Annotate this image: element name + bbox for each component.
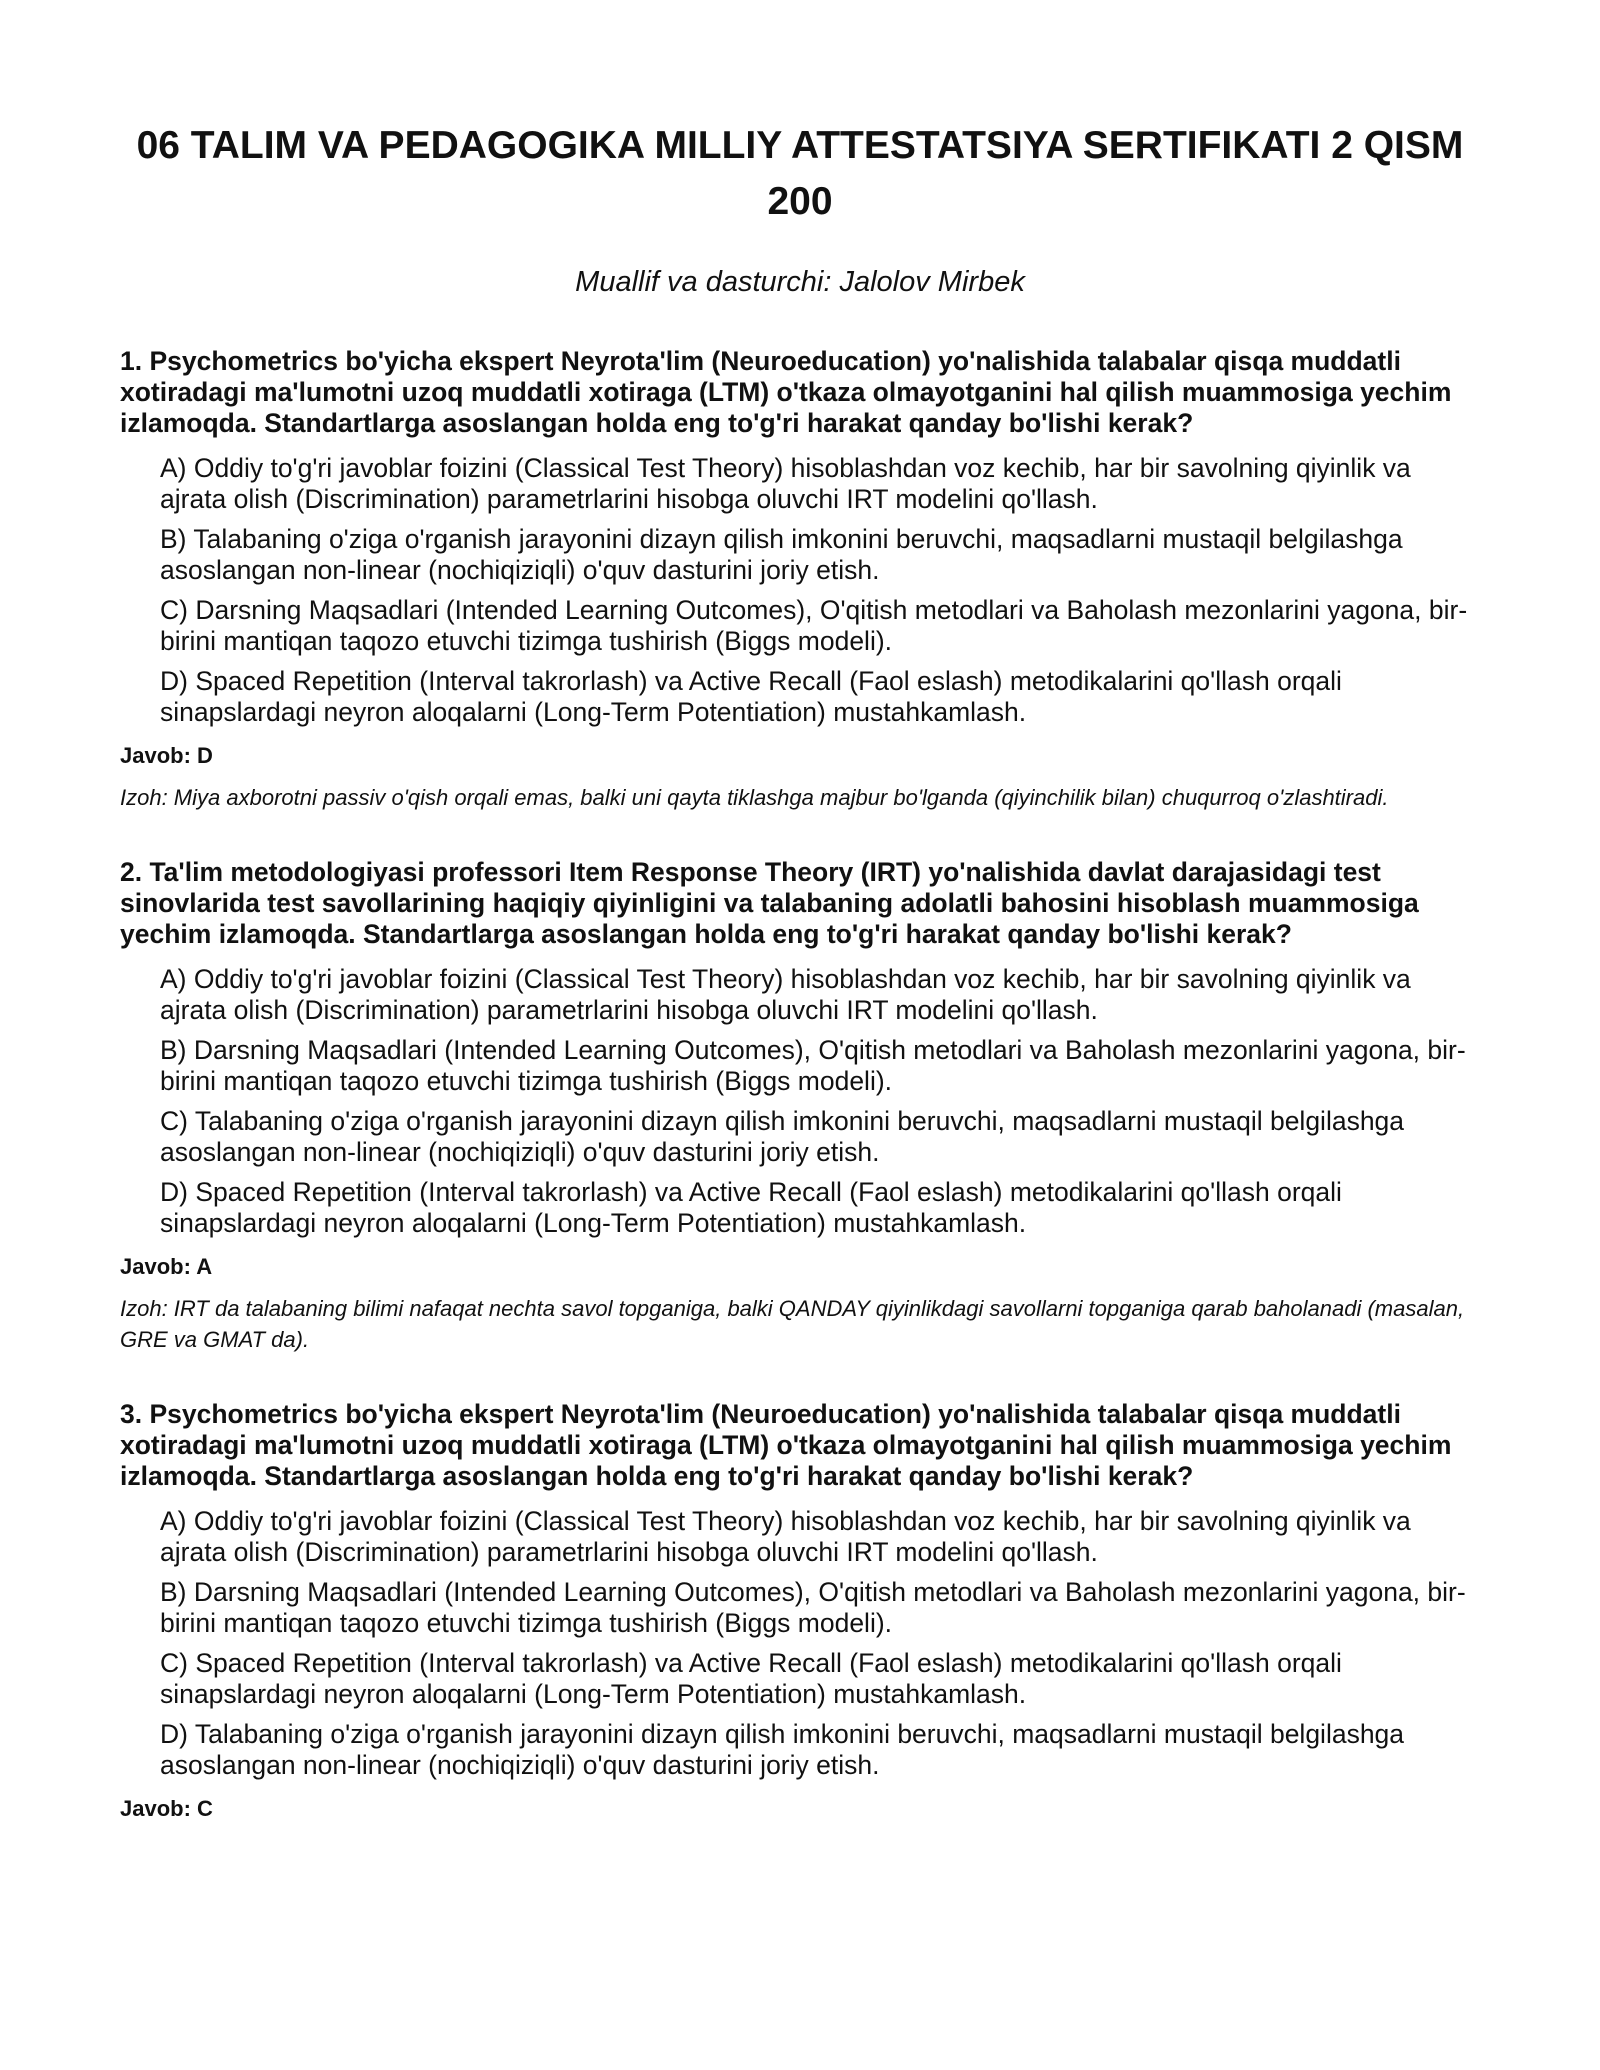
answer-option-a: A) Oddiy to'g'ri javoblar foizini (Classical Test Theory) hisoblashdan voz kechib, har bir savolning qiyinlik va ajrata olish (Discrimination) parametrlarini hisobga oluvchi IRT modelini qo'llash. [160,453,1411,514]
answer-option-b: B) Talabaning o'ziga o'rganish jarayonini dizayn qilish imkonini beruvchi, maqsadlarni mustaqil belgilashga asoslangan non-linear (nochiqiziqli) o'quv dasturini joriy etish. [160,524,1403,585]
correct-answer: Javob: A [120,1254,213,1279]
document-title: 06 TALIM VA PEDAGOGIKA MILLIY ATTESTATSIYA SERTIFIKATI 2 QISM 200 [136,124,1464,223]
correct-answer: Javob: C [120,1796,213,1821]
answer-option-b: B) Darsning Maqsadlari (Intended Learning Outcomes), O'qitish metodlari va Baholash mezonlarini yagona, bir-birini mantiqan taqozo etuvchi tizimga tushirish (Biggs modeli). [160,1577,1466,1638]
answer-explanation: Izoh: Miya axborotni passiv o'qish orqali emas, balki uni qayta tiklashga majbur bo'lganda (qiyinchilik bilan) chuqurroq o'zlashtiradi. [120,785,1389,810]
question-item [120,1399,1480,1823]
answer-option-c: C) Spaced Repetition (Interval takrorlash) va Active Recall (Faol eslash) metodikalarini qo'llash orqali sinapslardagi neyron aloqalarni (Long-Term Potentiation) mustahkamlash. [160,1648,1342,1709]
question-text: 3. Psychometrics bo'yicha ekspert Neyrota'lim (Neuroeducation) yo'nalishida talabalar qisqa muddatli xotiradagi ma'lumotni uzoq muddatli xotiraga (LTM) o'tkaza olmayotganini hal qilish muammosiga yechim izlamoqda. Standartlarga asoslangan holda eng to'g'ri harakat qanday bo'lishi kerak? [120,1399,1452,1491]
answer-option-c: C) Talabaning o'ziga o'rganish jarayonini dizayn qilish imkonini beruvchi, maqsadlarni mustaqil belgilashga asoslangan non-linear (nochiqiziqli) o'quv dasturini joriy etish. [160,1106,1405,1167]
answer-option-d: D) Spaced Repetition (Interval takrorlash) va Active Recall (Faol eslash) metodikalarini qo'llash orqali sinapslardagi neyron aloqalarni (Long-Term Potentiation) mustahkamlash. [160,1177,1342,1238]
answer-explanation: Izoh: IRT da talabaning bilimi nafaqat nechta savol topganiga, balki QANDAY qiyinlikdagi savollarni topganiga qarab baholanadi (masalan, GRE va GMAT da). [120,1296,1465,1352]
question-text: 2. Ta'lim metodologiyasi professori Item Response Theory (IRT) yo'nalishida davlat darajasidagi test sinovlarida test savollarining haqiqiy qiyinligini va talabaning adolatli bahosini hisoblash muammosiga yechim izlamoqda. Standartlarga asoslangan holda eng to'g'ri harakat qanday bo'lishi kerak? [120,857,1419,949]
answer-option-d: D) Talabaning o'ziga o'rganish jarayonini dizayn qilish imkonini beruvchi, maqsadlarni mustaqil belgilashga asoslangan non-linear (nochiqiziqli) o'quv dasturini joriy etish. [160,1719,1405,1780]
question-item [120,346,1480,813]
correct-answer: Javob: D [120,743,213,768]
question-text: 1. Psychometrics bo'yicha ekspert Neyrota'lim (Neuroeducation) yo'nalishida talabalar qisqa muddatli xotiradagi ma'lumotni uzoq muddatli xotiraga (LTM) o'tkaza olmayotganini hal qilish muammosiga yechim izlamoqda. Standartlarga asoslangan holda eng to'g'ri harakat qanday bo'lishi kerak? [120,346,1452,438]
answer-option-d: D) Spaced Repetition (Interval takrorlash) va Active Recall (Faol eslash) metodikalarini qo'llash orqali sinapslardagi neyron aloqalarni (Long-Term Potentiation) mustahkamlash. [160,666,1342,727]
question-item [120,857,1480,1355]
document-author: Muallif va dasturchi: Jalolov Mirbek [575,266,1025,298]
answer-option-c: C) Darsning Maqsadlari (Intended Learning Outcomes), O'qitish metodlari va Baholash mezonlarini yagona, bir-birini mantiqan taqozo etuvchi tizimga tushirish (Biggs modeli). [160,595,1468,656]
answer-option-a: A) Oddiy to'g'ri javoblar foizini (Classical Test Theory) hisoblashdan voz kechib, har bir savolning qiyinlik va ajrata olish (Discrimination) parametrlarini hisobga oluvchi IRT modelini qo'llash. [160,964,1411,1025]
answer-option-a: A) Oddiy to'g'ri javoblar foizini (Classical Test Theory) hisoblashdan voz kechib, har bir savolning qiyinlik va ajrata olish (Discrimination) parametrlarini hisobga oluvchi IRT modelini qo'llash. [160,1506,1411,1567]
answer-option-b: B) Darsning Maqsadlari (Intended Learning Outcomes), O'qitish metodlari va Baholash mezonlarini yagona, bir-birini mantiqan taqozo etuvchi tizimga tushirish (Biggs modeli). [160,1035,1466,1096]
